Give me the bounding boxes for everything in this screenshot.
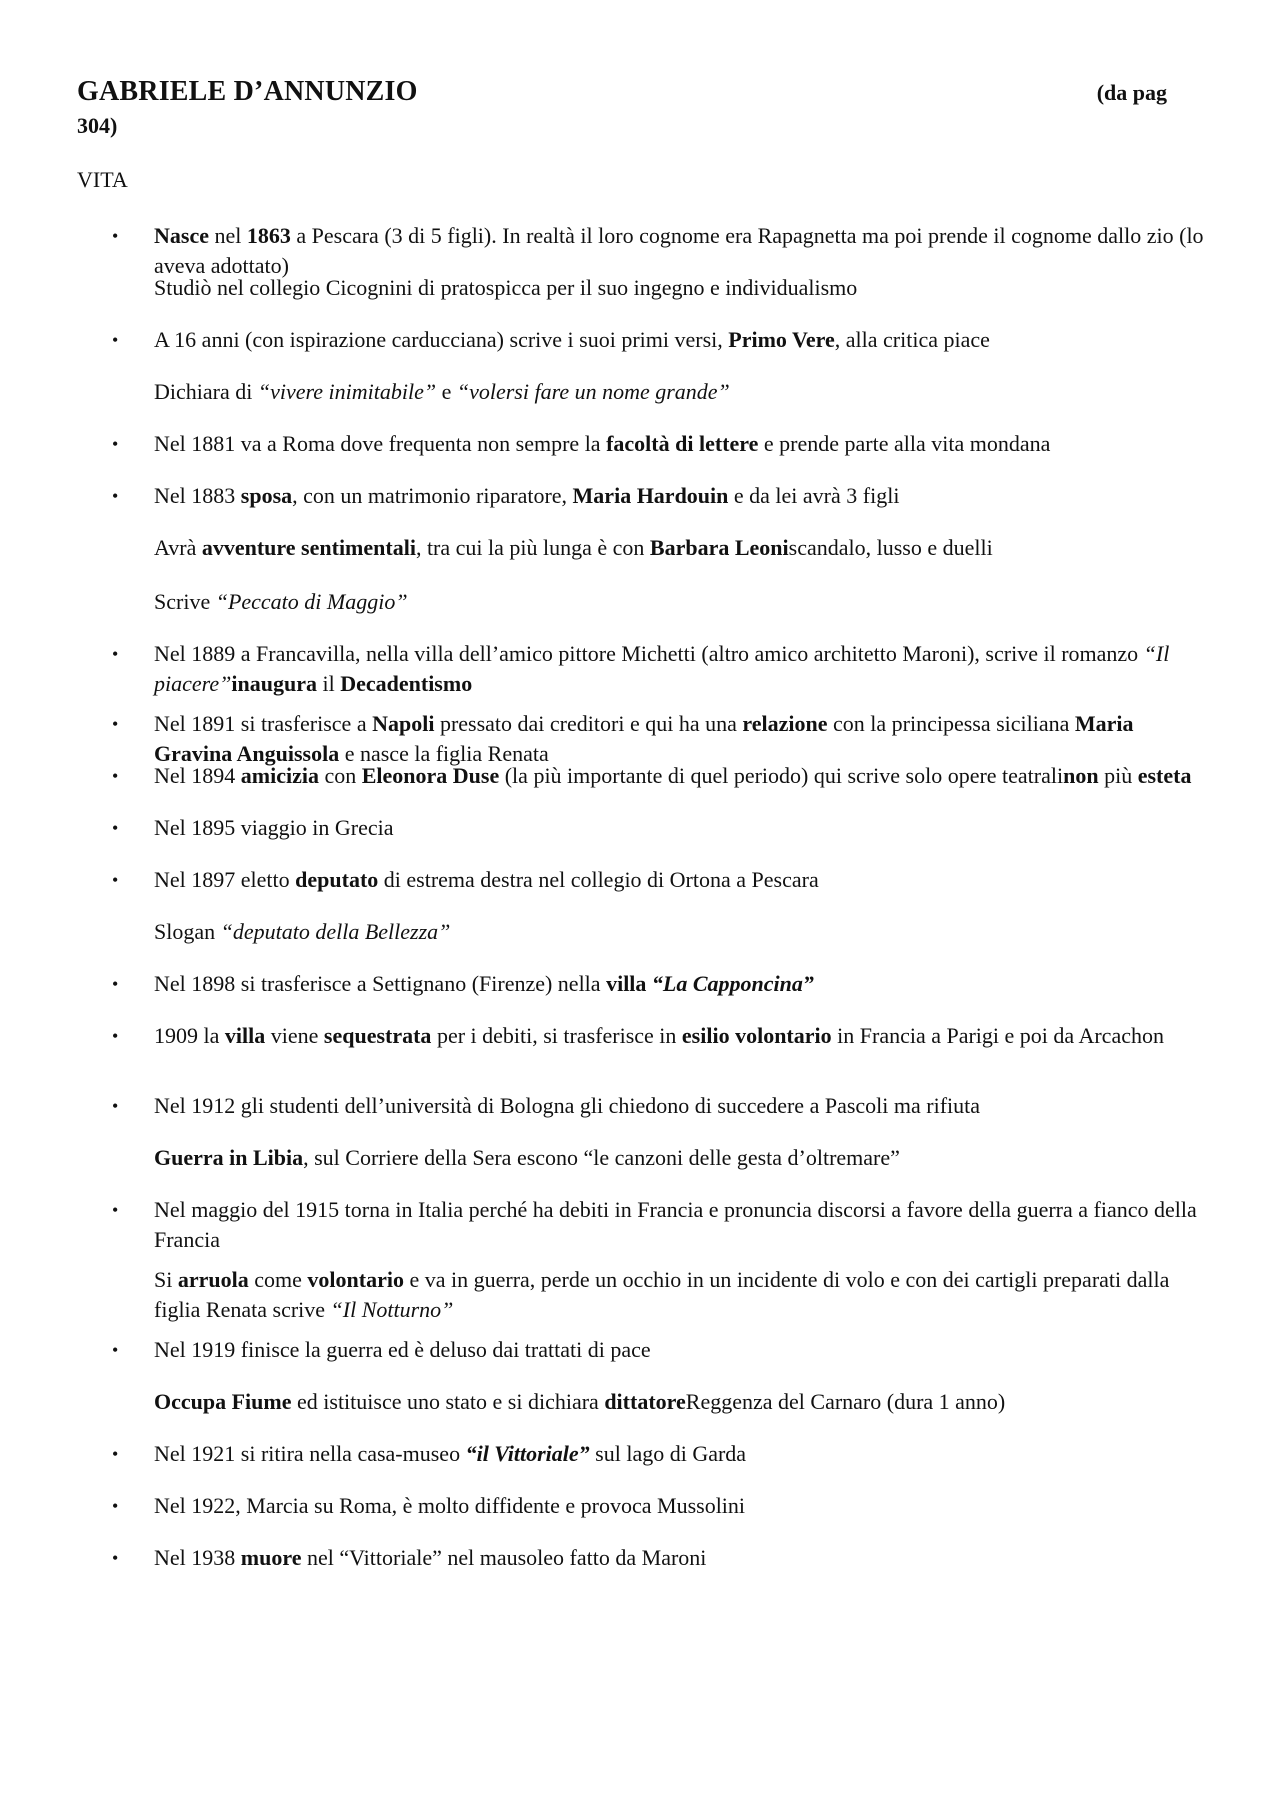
text-run: sul lago di Garda (589, 1441, 747, 1466)
text-run: Si (154, 1267, 178, 1292)
item-text (154, 481, 1204, 511)
text-run: , con un matrimonio riparatore, (292, 483, 573, 508)
item-text (154, 1091, 1204, 1121)
item-text (154, 813, 1204, 843)
text-run: , sul Corriere della Sera escono “le canzoni delle gesta d’oltremare” (303, 1145, 900, 1170)
text-run: Nel 1938 (154, 1545, 241, 1570)
text-run: Slogan (154, 919, 221, 944)
item-text (154, 709, 1204, 769)
text-run: 1909 la (154, 1023, 225, 1048)
text-run: ed istituisce uno stato e si dichiara (291, 1389, 605, 1414)
text-run: più (1098, 763, 1138, 788)
text-run: Nel 1895 viaggio in Grecia (154, 815, 394, 840)
text-run: , tra cui la più lunga è con (415, 535, 650, 560)
text-run: di estrema destra nel collegio di Ortona a Pescara (378, 867, 819, 892)
text-run: scandalo, lusso e duelli (788, 535, 993, 560)
text-run: con (318, 763, 362, 788)
emphasis-text: relazione (742, 711, 828, 736)
text-run: (la più importante di quel periodo) qui scrive solo opere teatrali (499, 763, 1064, 788)
text-run: viene (265, 1023, 324, 1048)
text-run: Avrà (154, 535, 202, 560)
emphasis-text: Maria Gravina Anguissola (154, 711, 1134, 766)
text-run: Reggenza del Carnaro (dura 1 anno) (685, 1389, 1006, 1414)
text-run: Nel 1897 eletto (154, 867, 296, 892)
text-run: e (436, 379, 457, 404)
text-run: come (248, 1267, 308, 1292)
item-text (154, 761, 1204, 791)
title-row (77, 76, 1167, 110)
bullet-marker: • (112, 818, 119, 838)
text-run: Dichiara di (154, 379, 258, 404)
page-reference-number: 304) (77, 113, 118, 138)
emphasis-text: dittatore (604, 1389, 686, 1414)
text-run: Studiò nel collegio Cicognini di pratospicca per il suo ingegno e individualismo (154, 275, 858, 300)
text-run: e prende parte alla vita mondana (758, 431, 1051, 456)
emphasis-text: muore (240, 1545, 302, 1570)
item-text (154, 1491, 1204, 1521)
emphasis-text: esteta (1137, 763, 1192, 788)
bullet-marker: • (112, 1200, 119, 1220)
emphasis-text: Napoli (372, 711, 435, 736)
text-run: Scrive (154, 589, 216, 614)
item-text (154, 221, 1204, 281)
bullet-marker: • (112, 1026, 119, 1046)
emphasis-text: arruola (177, 1267, 249, 1292)
item-text (154, 969, 1204, 999)
text-run: Nel 1894 (154, 763, 241, 788)
text-run: e da lei avrà 3 figli (728, 483, 900, 508)
bullet-marker: • (112, 1548, 119, 1568)
item-text (154, 1335, 1204, 1365)
text-run: nel (208, 223, 247, 248)
item-text (154, 325, 1204, 355)
item-text (154, 273, 1204, 303)
emphasis-text: Occupa Fiume (154, 1389, 292, 1414)
item-text (154, 429, 1204, 459)
text-run: Nel 1922, Marcia su Roma, è molto diffidente e provoca Mussolini (154, 1493, 746, 1518)
text-run: nel “Vittoriale” nel mausoleo fatto da Maroni (301, 1545, 707, 1570)
document-title: GABRIELE D’ANNUNZIO (77, 76, 418, 107)
bullet-marker: • (112, 766, 119, 786)
bullet-marker: • (112, 1496, 119, 1516)
emphasis-text: “Peccato di Maggio” (215, 589, 408, 614)
emphasis-text: non (1063, 763, 1099, 788)
text-run: Nel 1919 finisce la guerra ed è deluso dai trattati di pace (154, 1337, 651, 1362)
text-run: Nel 1881 va a Roma dove frequenta non sempre la (154, 431, 607, 456)
bullet-marker: • (112, 434, 119, 454)
item-text (154, 1143, 1204, 1173)
text-run: e nasce la figlia Renata (339, 741, 549, 766)
emphasis-text: facoltà di lettere (606, 431, 759, 456)
text-run: A 16 anni (con ispirazione carducciana) scrive i suoi primi versi, (154, 327, 729, 352)
text-run: e va in guerra, perde un occhio in un incidente di volo e con dei cartigli preparati dalla figlia Renata scrive (154, 1267, 1170, 1322)
section-title: VITA (77, 167, 128, 192)
text-run: a Pescara (3 di 5 figli). In realtà il loro cognome era Rapagnetta ma poi prende il cognome dallo zio (lo aveva adottato) (154, 223, 1204, 278)
bullet-marker: • (112, 1444, 119, 1464)
item-text (154, 865, 1204, 895)
text-run: Nel 1898 si trasferisce a Settignano (Firenze) nella (154, 971, 607, 996)
text-run: per i debiti, si trasferisce in (431, 1023, 682, 1048)
emphasis-text: “deputato della Bellezza” (220, 919, 451, 944)
text-run: Nel 1889 a Francavilla, nella villa dell’amico pittore Michetti (altro amico architetto Maroni), scrive il romanzo (154, 641, 1144, 666)
emphasis-text: “vivere inimitabile” (257, 379, 437, 404)
item-text (154, 1387, 1204, 1417)
item-text (154, 1543, 1204, 1573)
emphasis-text: esilio volontario (681, 1023, 832, 1048)
item-text (154, 639, 1204, 699)
emphasis-text: “La Capponcina” (651, 971, 814, 996)
emphasis-text: sposa (240, 483, 293, 508)
text-run: pressato dai creditori e qui ha una (434, 711, 743, 736)
bullet-marker: • (112, 1096, 119, 1116)
page-reference: (da pag (1096, 80, 1167, 105)
text-run: in Francia a Parigi e poi da Arcachon (831, 1023, 1164, 1048)
emphasis-text: deputato (295, 867, 379, 892)
bullet-marker: • (112, 870, 119, 890)
emphasis-text: Eleonora Duse (361, 763, 500, 788)
bullet-marker: • (112, 486, 119, 506)
emphasis-text: 1863 (246, 223, 291, 248)
text-run: Nel 1912 gli studenti dell’università di Bologna gli chiedono di succedere a Pascoli ma rifiuta (154, 1093, 981, 1118)
emphasis-text: Guerra in Libia (154, 1145, 304, 1170)
text-run: il (316, 671, 341, 696)
emphasis-text: Maria Hardouin (572, 483, 729, 508)
emphasis-text: Primo Vere (728, 327, 835, 352)
text-run: Nel 1883 (154, 483, 241, 508)
emphasis-text: “volersi fare un nome grande” (456, 379, 730, 404)
item-text (154, 377, 1204, 407)
emphasis-text: avventure sentimentali (201, 535, 416, 560)
text-run: , alla critica piace (834, 327, 990, 352)
emphasis-text: “Il Notturno” (330, 1297, 454, 1322)
bullet-marker: • (112, 226, 119, 246)
text-run: Nel 1891 si trasferisce a (154, 711, 373, 736)
item-text (154, 1021, 1204, 1051)
emphasis-text: volontario (307, 1267, 404, 1292)
emphasis-text: “il Vittoriale” (465, 1441, 590, 1466)
text-run: Nel 1921 si ritira nella casa-museo (154, 1441, 466, 1466)
emphasis-text: Decadentismo (340, 671, 473, 696)
emphasis-text: inaugura (231, 671, 317, 696)
item-text (154, 1195, 1204, 1255)
item-text (154, 917, 1204, 947)
bullet-marker: • (112, 644, 119, 664)
emphasis-text: “Il piacere” (154, 641, 1170, 696)
text-run: con la principessa siciliana (827, 711, 1075, 736)
item-text (154, 587, 1204, 617)
emphasis-text: villa (224, 1023, 266, 1048)
bullet-marker: • (112, 1340, 119, 1360)
text-run: Nel maggio del 1915 torna in Italia perché ha debiti in Francia e pronuncia discorsi a favore della guerra a fianco della Francia (154, 1197, 1197, 1252)
item-text (154, 533, 1204, 563)
emphasis-text: villa (606, 971, 647, 996)
emphasis-text: Nasce (154, 223, 209, 248)
item-text (154, 1439, 1204, 1469)
emphasis-text: amicizia (240, 763, 319, 788)
bullet-marker: • (112, 330, 119, 350)
bullet-marker: • (112, 714, 119, 734)
item-text (154, 1265, 1204, 1325)
bullet-marker: • (112, 974, 119, 994)
emphasis-text: sequestrata (323, 1023, 432, 1048)
emphasis-text: Barbara Leoni (649, 535, 789, 560)
